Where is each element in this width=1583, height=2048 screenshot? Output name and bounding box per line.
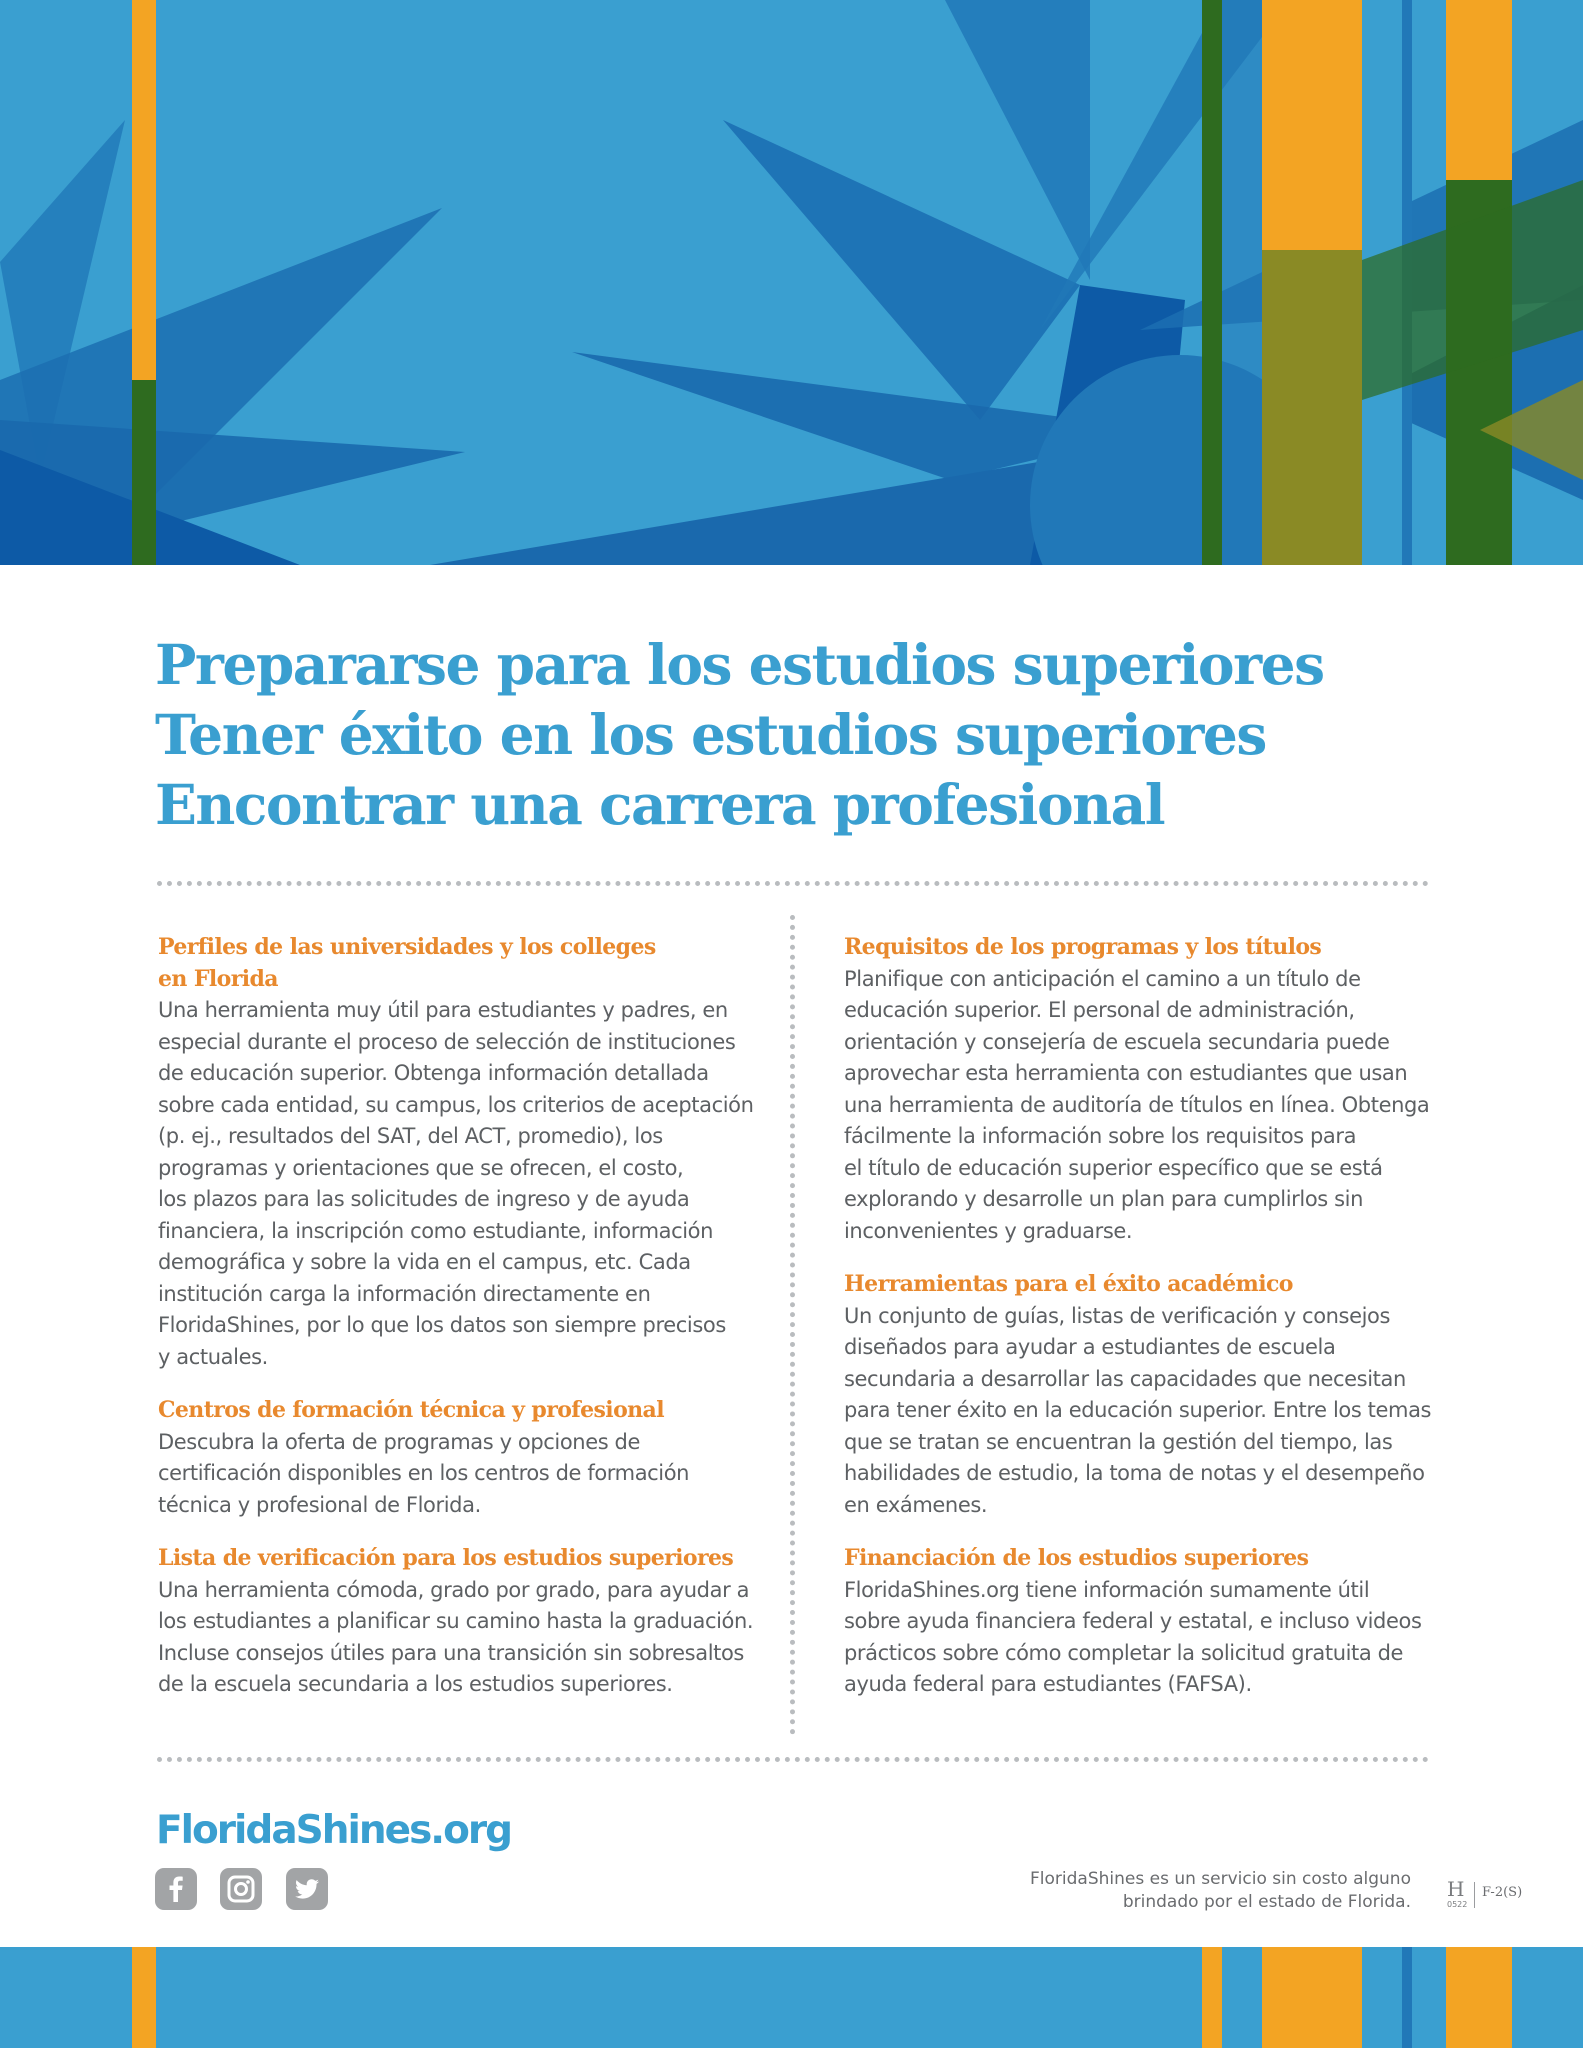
badge-separator <box>1474 1882 1475 1908</box>
facebook-icon[interactable] <box>155 1868 197 1910</box>
form-code-badge <box>1447 1878 1527 1912</box>
form-code: F-2(S) <box>1482 1885 1523 1900</box>
section-academic-tools <box>844 1269 1444 1521</box>
section-title: Herramientas para el éxito académico <box>844 1271 1293 1297</box>
section-body: Una herramienta muy útil para estudiantes y padres, en especial durante el proceso de selección de instituciones de educación superior. Obtenga información detallada sobre cada entidad, su campus, los criterios de aceptación (p. ej., resultados del SAT, del ACT, promedio), los programas y orientaciones que se ofrecen, el costo, los plazos para las solicitudes de ingreso y de ayuda financiera, la inscripción como estudiante, información demográfica y sobre la vida en el campus, etc. Cada institución carga la información directamente en FloridaShines, por lo que los datos son siempre precisos y actuales. <box>158 998 754 1369</box>
badge-number: 0522 <box>1447 1900 1468 1909</box>
section-profiles <box>158 932 758 1373</box>
section-body: FloridaShines.org tiene información sumamente útil sobre ayuda financiera federal y estatal, e incluso videos prácticos sobre cómo completar la solicitud gratuita de ayuda federal para estudiantes (FAFSA). <box>844 1577 1422 1696</box>
badge-letter: H <box>1447 1877 1465 1901</box>
section-title: Lista de verificación para los estudios superiores <box>158 1545 734 1571</box>
right-column <box>844 932 1444 1723</box>
divider-bottom <box>157 1757 1429 1762</box>
section-title: Centros de formación técnica y profesional <box>158 1397 664 1423</box>
hero-banner <box>0 0 1583 565</box>
headline-3: Encontrar una carrera profesional <box>155 772 1165 837</box>
section-body: Un conjunto de guías, listas de verificación y consejos diseñados para ayudar a estudiantes de escuela secundaria a desarrollar las capacidades que necesitan para tener éxito en la educación superior. Entre los temas que se tratan se encuentran la gestión del tiempo, las habilidades de estudio, la toma de notas y el desempeño en exámenes. <box>844 1303 1432 1517</box>
section-title: Requisitos de los programas y los títulos <box>844 934 1322 960</box>
left-column <box>158 932 758 1723</box>
headline-1: Prepararse para los estudios superiores <box>155 632 1324 697</box>
disclaimer: FloridaShines es un servicio sin costo alguno brindado por el estado de Florida. <box>1030 1869 1411 1912</box>
section-technical-centers <box>158 1395 758 1521</box>
footer-banner <box>0 1947 1583 2048</box>
section-body: Descubra la oferta de programas y opciones de certificación disponibles en los centros de formación técnica y profesional de Florida. <box>158 1429 690 1517</box>
section-checklist <box>158 1543 758 1701</box>
headline-2: Tener éxito en los estudios superiores <box>155 702 1266 767</box>
section-title: Financiación de los estudios superiores <box>844 1545 1309 1571</box>
section-requirements <box>844 932 1444 1247</box>
column-divider <box>790 915 795 1735</box>
site-link[interactable]: FloridaShines.org <box>156 1808 512 1853</box>
section-title: Perfiles de las universidades y los colleges en Florida <box>158 934 656 992</box>
section-financing <box>844 1543 1444 1701</box>
divider-top <box>157 881 1429 886</box>
headline-group <box>155 630 1455 840</box>
section-body: Una herramienta cómoda, grado por grado, para ayudar a los estudiantes a planificar su camino hasta la graduación. Incluse consejos útiles para una transición sin sobresaltos de la escuela secundaria a los estudios superiores. <box>158 1577 754 1696</box>
instagram-icon[interactable] <box>220 1868 262 1910</box>
section-body: Planifique con anticipación el camino a un título de educación superior. El personal de administración, orientación y consejería de escuela secundaria puede aprovechar esta herramienta con estudiantes que usan una herramienta de auditoría de títulos en línea. Obtenga fácilmente la información sobre los requisitos para el título de educación superior específico que se está explorando y desarrolle un plan para cumplirlos sin inconvenientes y graduarse. <box>844 966 1430 1243</box>
twitter-icon[interactable] <box>286 1868 328 1910</box>
